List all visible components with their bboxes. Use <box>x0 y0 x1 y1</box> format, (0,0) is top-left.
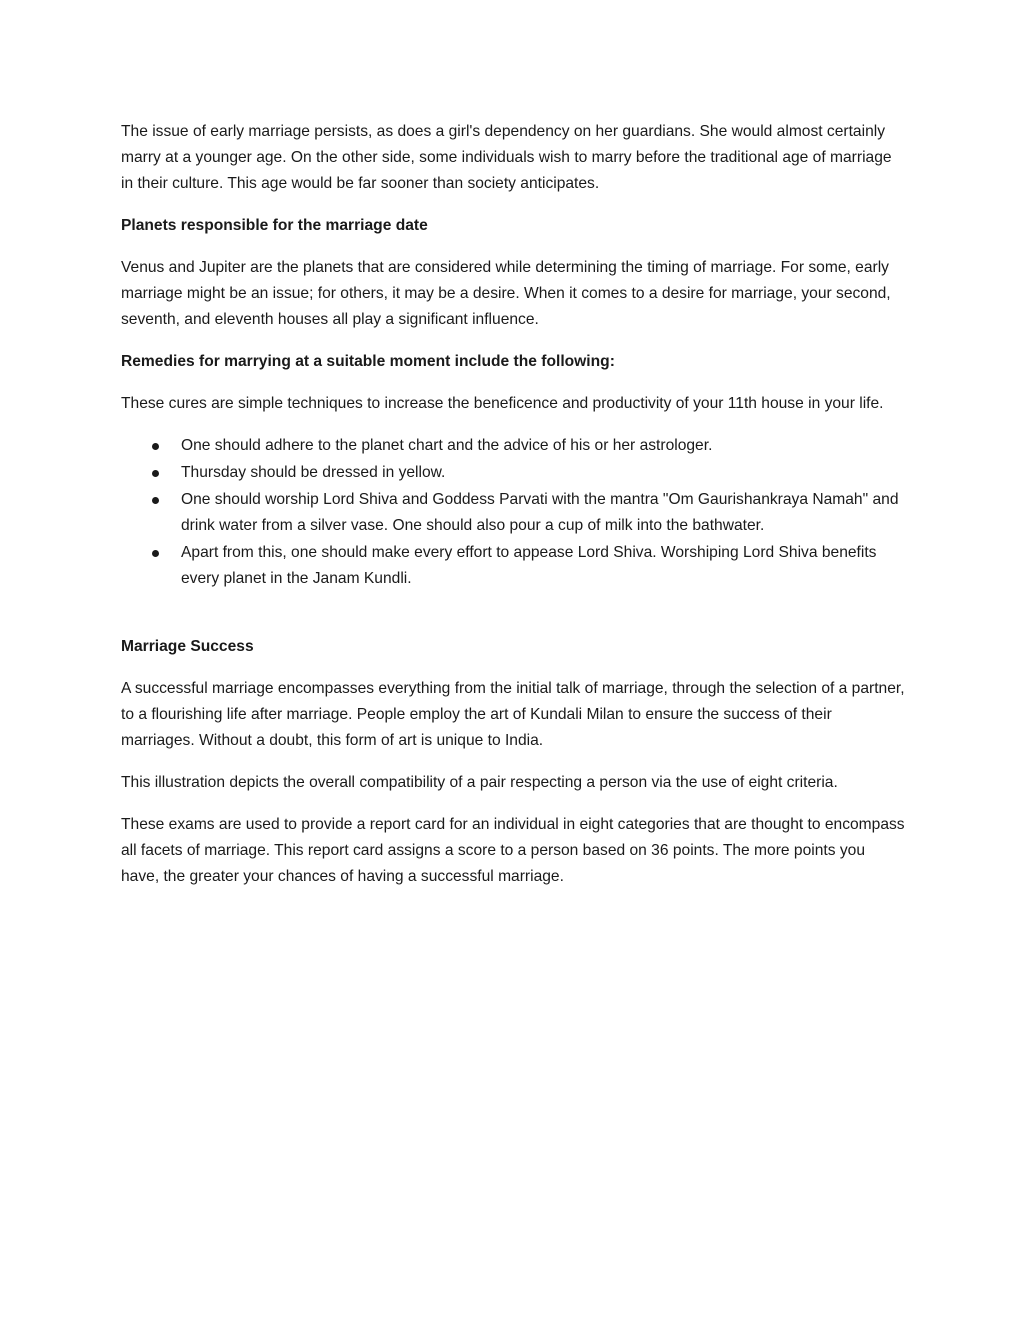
bullet-icon <box>152 443 159 450</box>
bullet-icon <box>152 497 159 504</box>
list-item-text: Thursday should be dressed in yellow. <box>181 464 446 481</box>
list-item-text: Apart from this, one should make every effort to appease Lord Shiva. Worshiping Lord Shiva benefits every planet in the Janam Kundli. <box>181 544 877 587</box>
list-item <box>121 540 906 592</box>
paragraph-early-marriage: The issue of early marriage persists, as does a girl's dependency on her guardians. She would almost certainly marry at a younger age. On the other side, some individuals wish to marry before the traditional age of marriage in their culture. This age would be far sooner than society anticipates. <box>121 123 892 192</box>
heading-planets-marriage-date: Planets responsible for the marriage date <box>121 217 428 234</box>
document-body <box>121 119 906 906</box>
list-item <box>121 460 906 486</box>
list-item <box>121 487 906 539</box>
paragraph-report-card: These exams are used to provide a report card for an individual in eight categories that are thought to encompass all facets of marriage. This report card assigns a score to a person based on 36 points. The more points you have, the greater your chances of having a successful marriage. <box>121 816 905 885</box>
bullet-icon <box>152 470 159 477</box>
bullet-icon <box>152 550 159 557</box>
paragraph-successful-marriage: A successful marriage encompasses everything from the initial talk of marriage, through the selection of a partner, to a flourishing life after marriage. People employ the art of Kundali Milan to ensure the success of their marriages. Without a doubt, this form of art is unique to India. <box>121 680 905 749</box>
paragraph-illustration: This illustration depicts the overall compatibility of a pair respecting a person via the use of eight criteria. <box>121 774 838 791</box>
heading-remedies: Remedies for marrying at a suitable moment include the following: <box>121 353 615 370</box>
paragraph-venus-jupiter: Venus and Jupiter are the planets that are considered while determining the timing of marriage. For some, early marriage might be an issue; for others, it may be a desire. When it comes to a desire for marriage, your second, seventh, and eleventh houses all play a significant influence. <box>121 259 891 328</box>
heading-marriage-success: Marriage Success <box>121 638 254 655</box>
paragraph-cures: These cures are simple techniques to increase the beneficence and productivity of your 11th house in your life. <box>121 395 884 412</box>
list-item-text: One should adhere to the planet chart and the advice of his or her astrologer. <box>181 437 713 454</box>
list-item-text: One should worship Lord Shiva and Goddess Parvati with the mantra "Om Gaurishankraya Namah" and drink water from a silver vase. One should also pour a cup of milk into the bathwater. <box>181 491 899 534</box>
remedies-list <box>121 433 906 592</box>
blank-line <box>121 608 906 634</box>
list-item <box>121 433 906 459</box>
